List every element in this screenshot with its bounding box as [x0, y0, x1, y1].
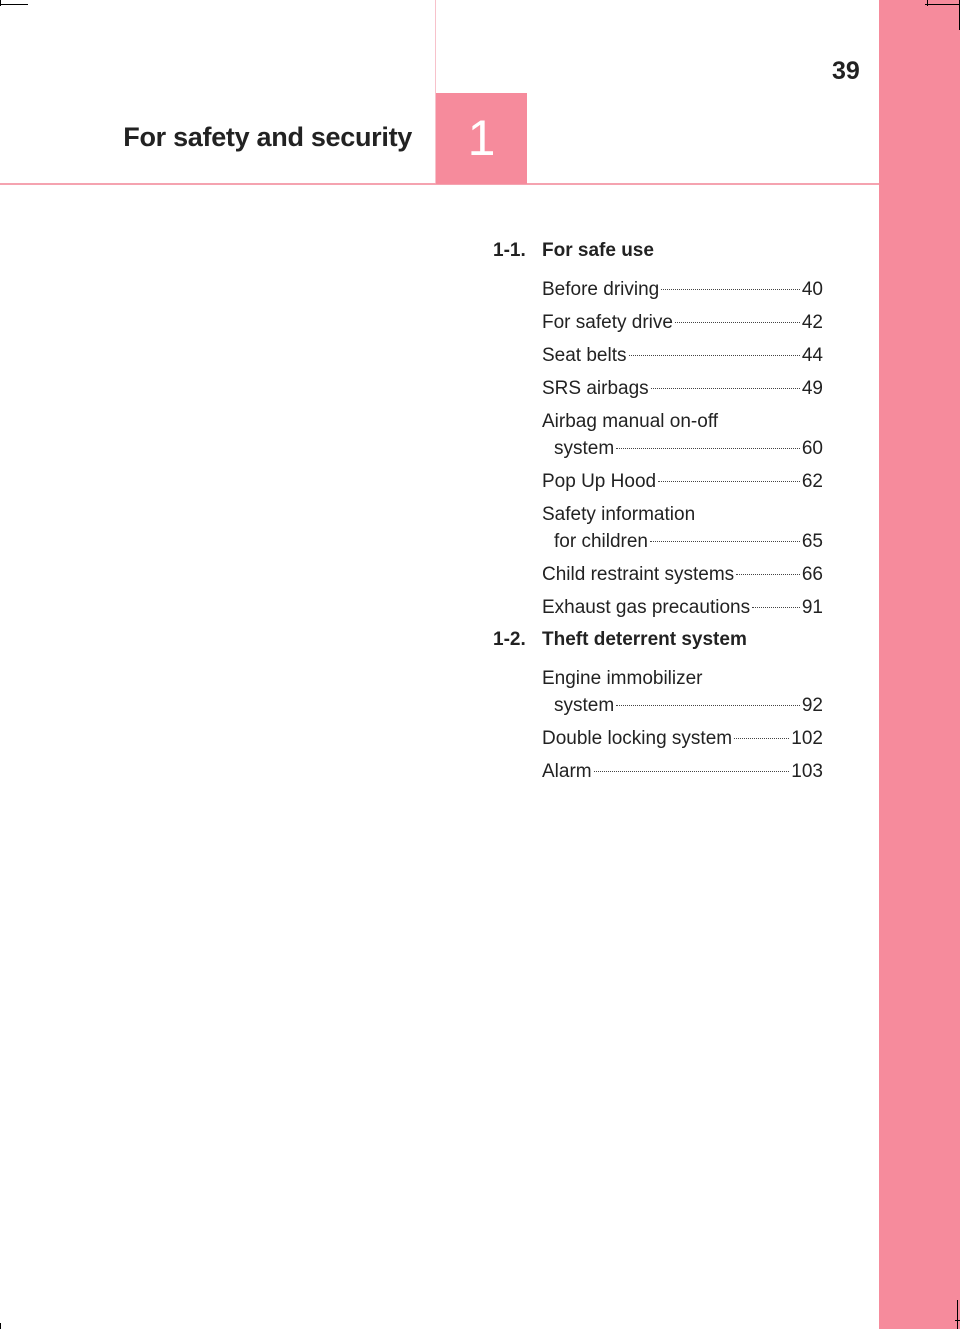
crop-mark — [0, 4, 28, 5]
entry-page: 40 — [801, 279, 823, 300]
entry-page: 65 — [801, 531, 823, 552]
entry-page: 42 — [801, 312, 823, 333]
toc-entry-safety-information-for-children[interactable] — [542, 501, 823, 555]
chapter-title: For safety and security — [123, 122, 412, 152]
entry-title: For safety drive — [542, 312, 673, 333]
crop-mark — [957, 1300, 958, 1329]
crop-mark — [0, 1323, 1, 1329]
entry-title: for children — [554, 531, 648, 552]
leader-dots — [658, 481, 800, 482]
toc-entry-seat-belts[interactable] — [542, 342, 823, 369]
toc-entry-srs-airbags[interactable] — [542, 375, 823, 402]
entry-title-line1: Airbag manual on-off — [542, 411, 719, 432]
toc-entry-child-restraint-systems[interactable] — [542, 561, 823, 588]
entry-page: 60 — [801, 438, 823, 459]
toc-entry-airbag-manual-on-off-system[interactable] — [542, 408, 823, 462]
toc-section-1-2 — [493, 627, 823, 653]
entry-page: 102 — [791, 728, 823, 749]
entry-page: 49 — [801, 378, 823, 399]
entry-page: 62 — [801, 471, 823, 492]
entry-title: system — [554, 695, 615, 716]
crop-mark — [927, 0, 928, 6]
toc-section-1-1 — [493, 238, 823, 264]
entry-title-line1: Safety information — [542, 504, 696, 525]
entry-title: system — [554, 438, 615, 459]
leader-dots — [675, 322, 800, 323]
table-of-contents — [493, 238, 823, 791]
leader-dots — [752, 607, 800, 608]
chapter-side-tab — [879, 0, 960, 1329]
entry-title-line1: Engine immobilizer — [542, 668, 703, 689]
entry-page: 66 — [801, 564, 823, 585]
section-number: 1-2. — [493, 629, 526, 650]
section-number: 1-1. — [493, 240, 526, 261]
leader-dots — [651, 388, 800, 389]
section-title: Theft deterrent system — [542, 629, 747, 650]
entry-title: Alarm — [542, 761, 592, 782]
entry-title: Child restraint systems — [542, 564, 735, 585]
crop-mark — [955, 1320, 960, 1321]
entry-title: Pop Up Hood — [542, 471, 657, 492]
chapter-number-box: 1 — [436, 93, 527, 184]
entry-title: Exhaust gas precautions — [542, 597, 751, 618]
toc-entry-for-safety-drive[interactable] — [542, 309, 823, 336]
toc-entry-engine-immobilizer-system[interactable] — [542, 665, 823, 719]
entry-title: Double locking system — [542, 728, 733, 749]
entry-page: 91 — [801, 597, 823, 618]
leader-dots — [629, 355, 800, 356]
crop-mark — [0, 0, 1, 6]
leader-dots — [594, 771, 790, 772]
page-number: 39 — [832, 57, 860, 85]
leader-dots — [661, 289, 800, 290]
leader-dots — [616, 448, 800, 449]
toc-entry-exhaust-gas-precautions[interactable] — [542, 594, 823, 621]
toc-entry-double-locking-system[interactable] — [542, 725, 823, 752]
crop-mark — [925, 4, 960, 5]
toc-entry-pop-up-hood[interactable] — [542, 468, 823, 495]
entry-page: 103 — [791, 761, 823, 782]
leader-dots — [734, 738, 789, 739]
entry-page: 44 — [801, 345, 823, 366]
toc-entry-before-driving[interactable] — [542, 276, 823, 303]
entry-title: Before driving — [542, 279, 660, 300]
leader-dots — [736, 574, 800, 575]
leader-dots — [650, 541, 800, 542]
leader-dots — [616, 705, 800, 706]
section-title: For safe use — [542, 240, 654, 261]
toc-entry-alarm[interactable] — [542, 758, 823, 785]
entry-title: Seat belts — [542, 345, 627, 366]
entry-title: SRS airbags — [542, 378, 649, 399]
entry-page: 92 — [801, 695, 823, 716]
